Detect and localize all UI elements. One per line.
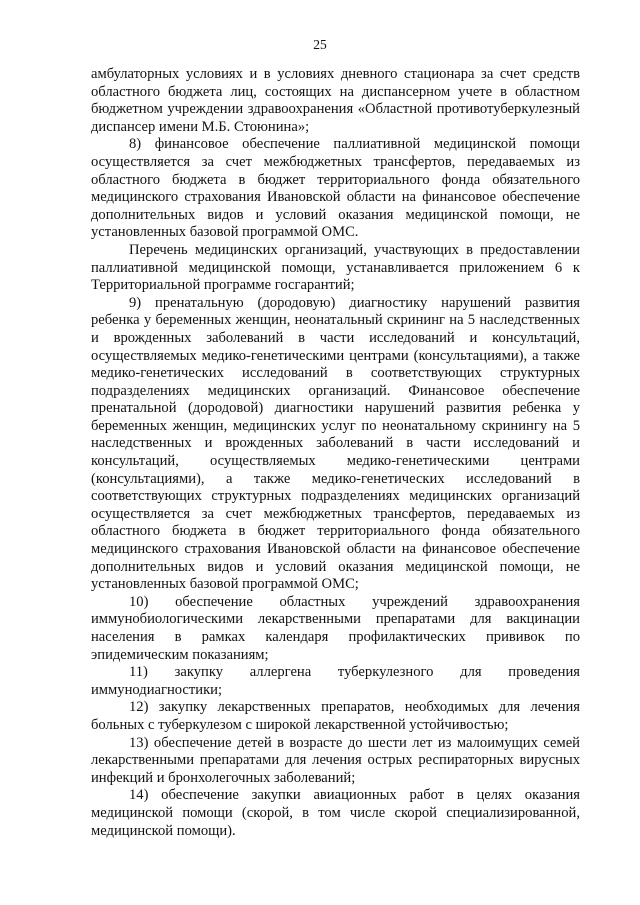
paragraph-continuation: амбулаторных условиях и в условиях дневного стационара за счет средств областного бюджета лиц, состоящих на диспансерном учете в областном бюджетном учреждении здравоохранения «Областной противотуберкулезный диспансер имени М.Б. Стоюнина»; xyxy=(91,66,580,135)
paragraph-item-11: 11) закупку аллергена туберкулезного для проведения иммунодиагностики; xyxy=(91,664,580,698)
document-body xyxy=(91,66,580,840)
paragraph-item-10: 10) обеспечение областных учреждений здравоохранения иммунобиологическими лекарственными препаратами для вакцинации населения в рамках календаря профилактических прививок по эпидемическим показаниям; xyxy=(91,593,580,663)
paragraph-item-13: 13) обеспечение детей в возрасте до шести лет из малоимущих семей лекарственными препаратами для лечения острых респираторных вирусных инфекций и бронхолегочных заболеваний; xyxy=(91,734,580,786)
paragraph-item-9: 9) пренатальную (дородовую) диагностику нарушений развития ребенка у беременных женщин, неонатальный скрининг на 5 наследственных и врожденных заболеваний в части исследований и консультаций, осуществляемых медико-генетическими центрами (консультациями), а также медико-генетических исследований в соответствующих структурных подразделениях медицинских организаций. Финансовое обеспечение пренатальной (дородовой) диагностики нарушений развития ребенка у беременных женщин, медицинских услуг по неонатальному скринингу на 5 наследственных и врожденных заболеваний в части исследований и консультаций, осуществляемых медико-генетическими центрами (консультациями), а также медико-генетических исследований в соответствующих структурных подразделениях медицинских организаций осуществляется за счет межбюджетных трансфертов, передаваемых из областного бюджета в бюджет территориального фонда обязательного медицинского страхования Ивановской области на финансовое обеспечение дополнительных видов и условий оказания медицинской помощи, не установленных базовой программой ОМС; xyxy=(91,294,580,593)
paragraph-item-12: 12) закупку лекарственных препаратов, необходимых для лечения больных с туберкулезом с широкой лекарственной устойчивостью; xyxy=(91,699,580,733)
paragraph-item-8: 8) финансовое обеспечение паллиативной медицинской помощи осуществляется за счет межбюджетных трансфертов, передаваемых из областного бюджета в бюджет территориального фонда обязательного медицинского страхования Ивановской области на финансовое обеспечение дополнительных видов и условий оказания медицинской помощи, не установленных базовой программой ОМС. xyxy=(91,136,580,241)
paragraph-palliative-list: Перечень медицинских организаций, участвующих в предоставлении паллиативной медицинской помощи, устанавливается приложением 6 к Территориальной программе госгарантий; xyxy=(91,241,580,294)
page-number: 25 xyxy=(313,37,327,52)
paragraph-item-14: 14) обеспечение закупки авиационных работ в целях оказания медицинской помощи (скорой, в том числе скорой специализированной, медицинской помощи). xyxy=(91,787,580,839)
